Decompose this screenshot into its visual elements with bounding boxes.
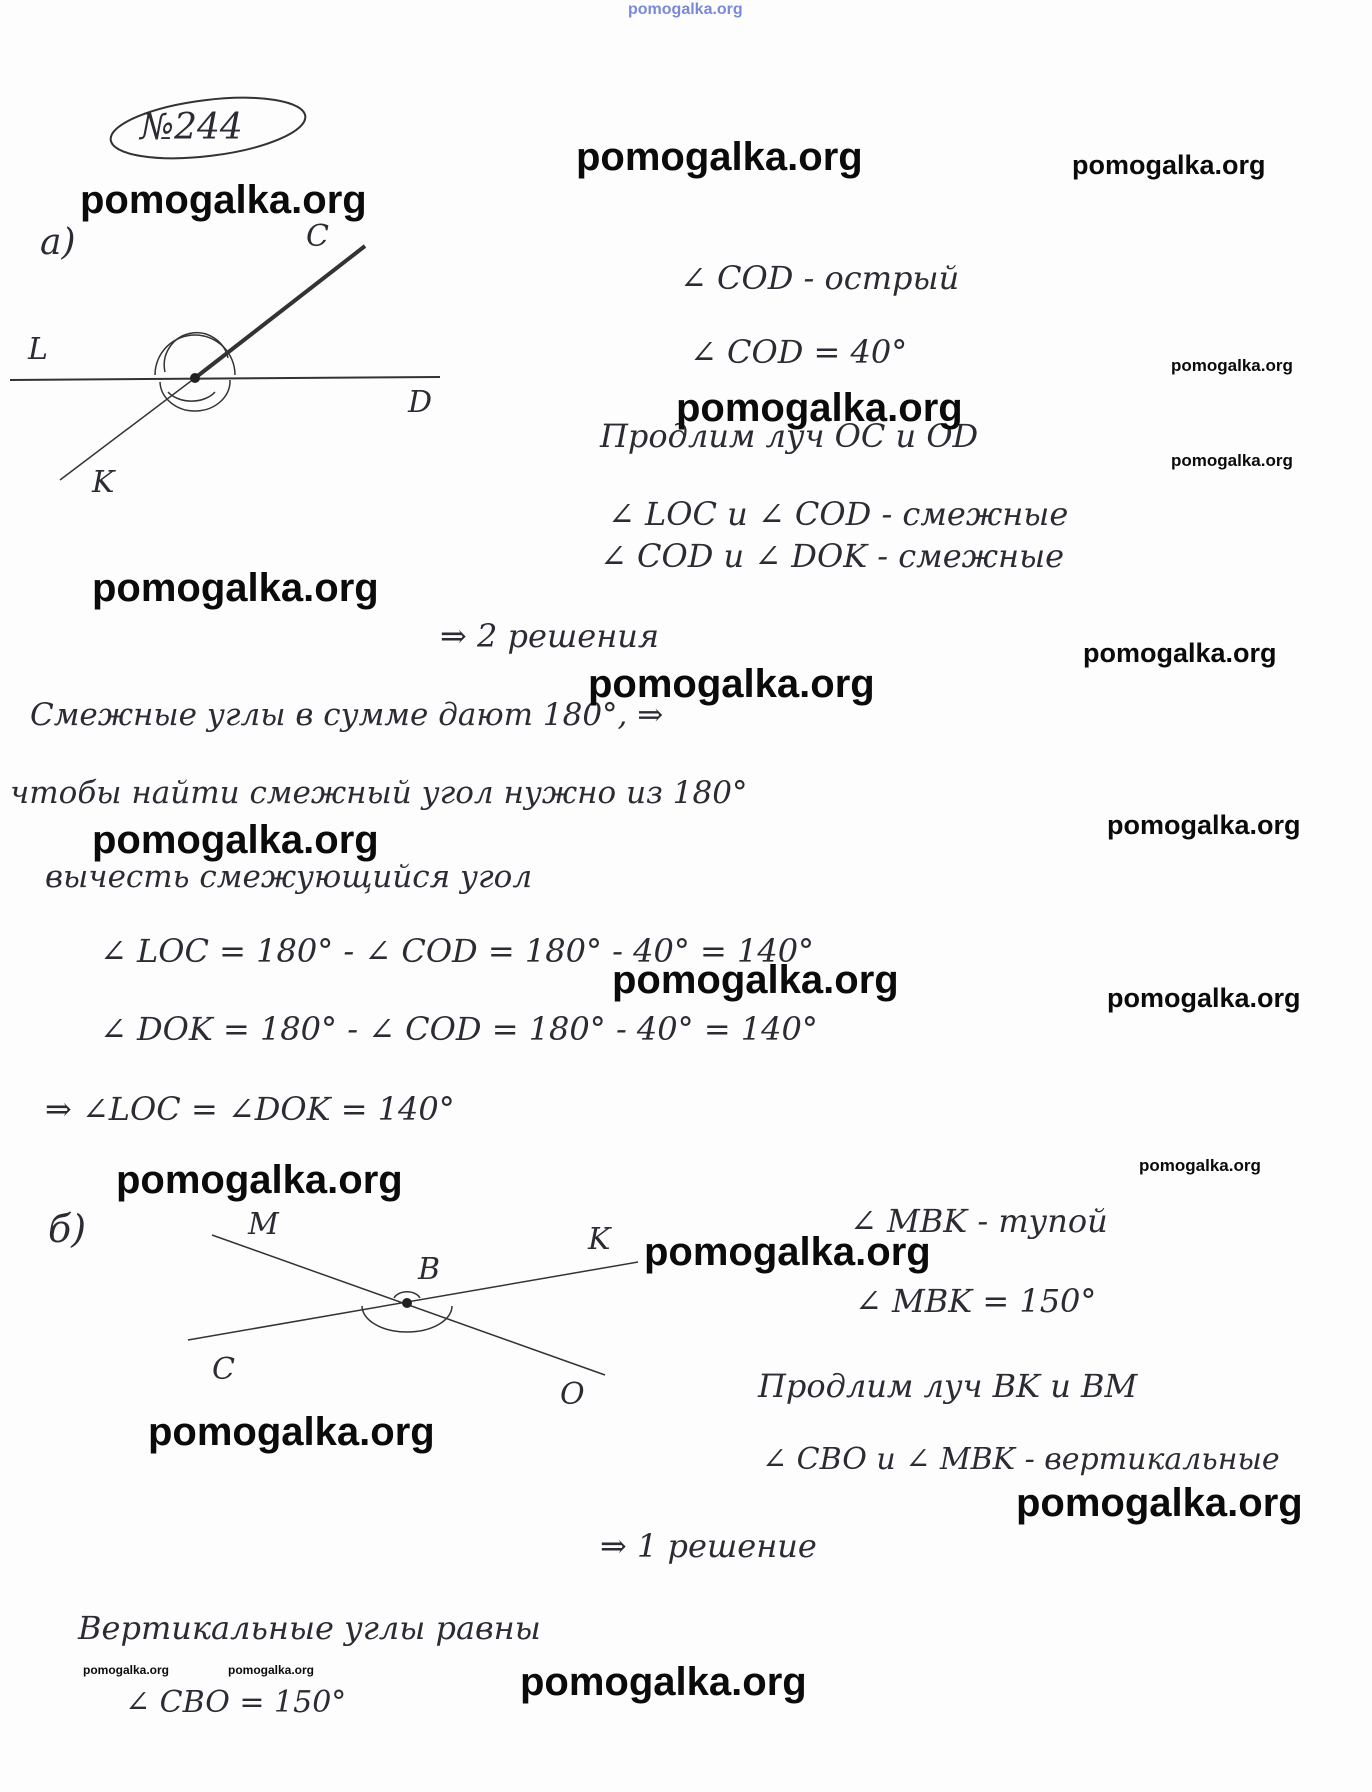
watermark: pomogalka.org xyxy=(228,1663,315,1677)
line-a-3: Продлим луч OC и OD xyxy=(600,417,979,455)
line-a-10: ∠ LOC = 180° - ∠ COD = 180° - 40° = 140° xyxy=(100,932,815,970)
line-b-5: ⇒ 1 решение xyxy=(600,1527,817,1565)
diagram-a xyxy=(10,246,440,480)
line-a-7: Смежные углы в сумме дают 180°, ⇒ xyxy=(30,697,664,733)
line-a-5: ∠ COD и ∠ DOK - смежные xyxy=(600,537,1065,575)
watermark: pomogalka.org xyxy=(576,135,863,179)
line-b-3: Продлим луч BK и BM xyxy=(758,1367,1138,1405)
watermark: pomogalka.org xyxy=(148,1410,435,1454)
watermark: pomogalka.org xyxy=(1107,983,1301,1013)
point-b-label: B xyxy=(418,1252,441,1287)
watermark: pomogalka.org xyxy=(92,566,379,610)
line-a-9: вычесть смежующийся угол xyxy=(45,859,533,895)
watermark: pomogalka.org xyxy=(1171,451,1293,470)
watermark: pomogalka.org xyxy=(83,1663,170,1677)
watermark: pomogalka.org xyxy=(1016,1481,1303,1525)
line-a-2: ∠ COD = 40° xyxy=(690,333,908,371)
ray-oc xyxy=(195,246,365,378)
problem-number: №244 xyxy=(140,107,243,148)
line-b-7: ∠ CBO = 150° xyxy=(125,1685,347,1720)
line-b-6: Вертикальные углы равны xyxy=(78,1609,541,1647)
watermark: pomogalka.org xyxy=(588,662,875,706)
ray-ck xyxy=(188,1262,638,1340)
vertex-o xyxy=(190,373,200,383)
point-o2-label: O xyxy=(560,1377,585,1412)
watermark: pomogalka.org xyxy=(1072,150,1266,180)
point-k-label: K xyxy=(92,465,115,500)
line-a-11: ∠ DOK = 180° - ∠ COD = 180° - 40° = 140° xyxy=(100,1010,818,1048)
watermark: pomogalka.org xyxy=(80,178,367,222)
line-b-1: ∠ MBK - тупой xyxy=(850,1202,1108,1240)
part-b-label: б) xyxy=(48,1207,87,1251)
watermark: pomogalka.org xyxy=(676,386,963,430)
diagram-b xyxy=(188,1235,638,1375)
point-k2-label: K xyxy=(588,1222,611,1257)
watermark: pomogalka.org xyxy=(1107,810,1301,840)
ray-ld xyxy=(10,377,440,380)
watermark-top: pomogalka.org xyxy=(628,1,743,18)
line-a-1: ∠ COD - острый xyxy=(680,259,960,297)
watermark: pomogalka.org xyxy=(1171,356,1293,375)
ray-ok xyxy=(60,378,195,480)
watermark: pomogalka.org xyxy=(520,1660,807,1704)
watermark: pomogalka.org xyxy=(116,1158,403,1202)
watermark: pomogalka.org xyxy=(1139,1156,1261,1175)
point-c2-label: C xyxy=(212,1352,235,1387)
line-a-4: ∠ LOC и ∠ COD - смежные xyxy=(608,495,1069,533)
line-a-6: ⇒ 2 решения xyxy=(440,617,660,655)
line-b-2: ∠ MBK = 150° xyxy=(855,1282,1097,1320)
watermark: pomogalka.org xyxy=(92,818,379,862)
point-l-label: L xyxy=(28,332,48,367)
part-a-label: а) xyxy=(40,222,76,263)
line-a-8: чтобы найти смежный угол нужно из 180° xyxy=(10,775,748,811)
point-d-label: D xyxy=(408,385,433,420)
watermark: pomogalka.org xyxy=(1083,638,1277,668)
watermark: pomogalka.org xyxy=(612,958,899,1002)
line-a-12: ⇒ ∠LOC = ∠DOK = 140° xyxy=(45,1090,455,1128)
line-b-4: ∠ CBO и ∠ MBK - вертикальные xyxy=(762,1442,1280,1477)
vertex-b xyxy=(402,1298,412,1308)
point-m-label: M xyxy=(248,1207,279,1242)
watermark: pomogalka.org xyxy=(644,1230,931,1274)
point-c-label: C xyxy=(306,219,329,254)
